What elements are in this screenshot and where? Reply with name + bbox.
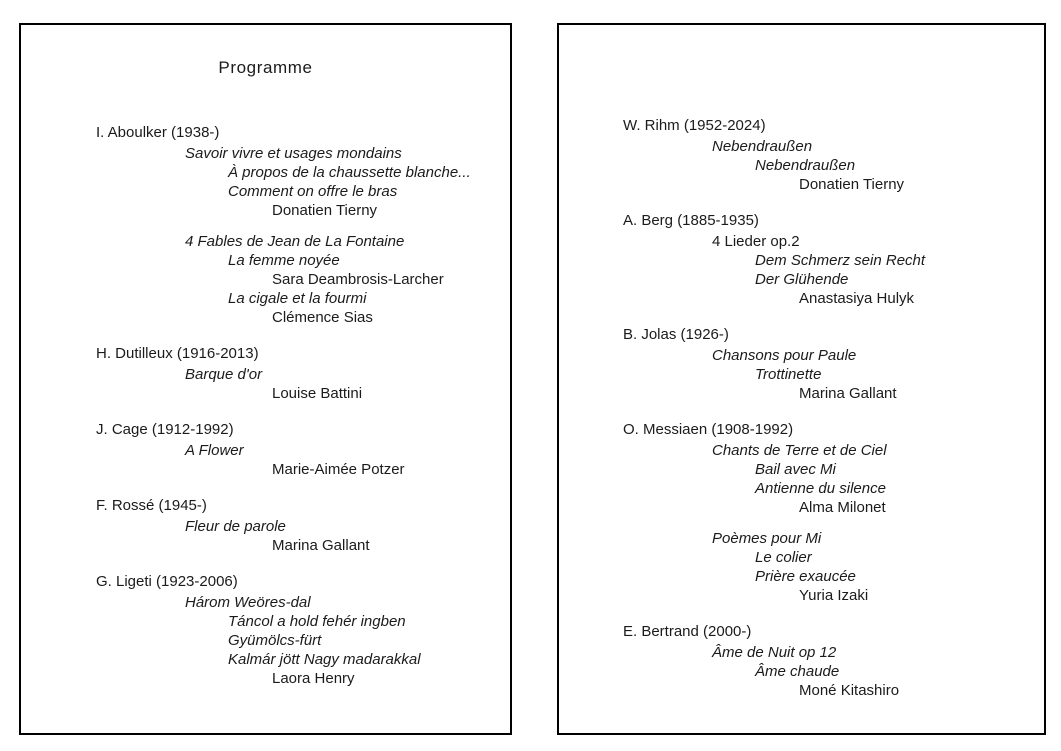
performer-name: Louise Battini: [272, 385, 363, 402]
composer-line: E. Bertrand (2000-): [623, 623, 752, 640]
performer-name: Clémence Sias: [272, 309, 373, 326]
composer-line: A. Berg (1885-1935): [623, 212, 759, 229]
composer-block: [96, 344, 510, 403]
performer-name: Anastasiya Hulyk: [799, 290, 915, 307]
work-title: Poèmes pour Mi: [712, 530, 822, 547]
performer-name: Marina Gallant: [272, 537, 370, 554]
page-title: Programme: [218, 58, 313, 77]
piece-title: Comment on offre le bras: [228, 183, 398, 200]
performer-name: Sara Deambrosis-Larcher: [272, 271, 444, 288]
performer-name: Yuria Izaki: [799, 587, 869, 604]
work-title: Savoir vivre et usages mondains: [185, 145, 402, 162]
composer-line: J. Cage (1912-1992): [96, 421, 234, 438]
work-title: Három Weöres-dal: [185, 594, 311, 611]
work-title: Nebendraußen: [712, 138, 813, 155]
composer-line: B. Jolas (1926-): [623, 326, 729, 343]
performer-name: Marina Gallant: [799, 385, 897, 402]
composer-line: F. Rossé (1945-): [96, 497, 207, 514]
work-title: Barque d'or: [185, 366, 263, 383]
work: [96, 517, 510, 555]
piece-title: Âme chaude: [755, 663, 840, 680]
composer-block: [96, 123, 510, 327]
work-title: A Flower: [185, 442, 244, 459]
piece-title: Gyümölcs-fürt: [228, 632, 322, 649]
piece-title: Kalmár jött Nagy madarakkal: [228, 651, 421, 668]
composer-line: G. Ligeti (1923-2006): [96, 573, 238, 590]
page-content: [21, 123, 510, 688]
work-title: Fleur de parole: [185, 518, 286, 535]
work: [96, 232, 510, 327]
performer-name: Moné Kitashiro: [799, 682, 900, 699]
composer-block: [96, 572, 510, 688]
work: [96, 441, 510, 479]
composer-block: [623, 116, 1044, 194]
work: [623, 529, 1044, 605]
work-title: 4 Fables de Jean de La Fontaine: [185, 233, 405, 250]
piece-title: La cigale et la fourmi: [228, 290, 367, 307]
work: [623, 346, 1044, 403]
work: [96, 144, 510, 220]
composer-line: I. Aboulker (1938-): [96, 124, 220, 141]
piece-title: La femme noyée: [228, 252, 340, 269]
composer-block: [623, 420, 1044, 605]
performer-name: Alma Milonet: [799, 499, 886, 516]
work: [623, 643, 1044, 700]
piece-title: À propos de la chaussette blanche...: [228, 164, 471, 181]
piece-title: Nebendraußen: [755, 157, 856, 174]
programme-page-left: [19, 23, 512, 735]
composer-block: [96, 420, 510, 479]
composer-line: O. Messiaen (1908-1992): [623, 421, 794, 438]
piece-title: Antienne du silence: [755, 480, 886, 497]
composer-block: [623, 325, 1044, 403]
work-title: Chants de Terre et de Ciel: [712, 442, 887, 459]
piece-title: Dem Schmerz sein Recht: [755, 252, 926, 269]
piece-title: Der Glühende: [755, 271, 849, 288]
work-title: Chansons pour Paule: [712, 347, 857, 364]
composer-line: W. Rihm (1952-2024): [623, 117, 766, 134]
composer-block: [623, 622, 1044, 700]
piece-title: Prière exaucée: [755, 568, 856, 585]
composer-block: [623, 211, 1044, 308]
performer-name: Marie-Aimée Potzer: [272, 461, 405, 478]
piece-title: Táncol a hold fehér ingben: [228, 613, 406, 630]
performer-name: Laora Henry: [272, 670, 355, 687]
composer-block: [96, 496, 510, 555]
work: [96, 593, 510, 688]
work: [96, 365, 510, 403]
piece-title: Bail avec Mi: [755, 461, 836, 478]
piece-title: Le colier: [755, 549, 812, 566]
programme-page-right: [557, 23, 1046, 735]
work-title: 4 Lieder op.2: [712, 233, 800, 250]
work: [623, 232, 1044, 308]
work: [623, 137, 1044, 194]
work-title: Âme de Nuit op 12: [712, 644, 837, 661]
page-content: [559, 116, 1044, 700]
piece-title: Trottinette: [755, 366, 822, 383]
performer-name: Donatien Tierny: [799, 176, 905, 193]
work: [623, 441, 1044, 517]
performer-name: Donatien Tierny: [272, 202, 378, 219]
composer-line: H. Dutilleux (1916-2013): [96, 345, 259, 362]
